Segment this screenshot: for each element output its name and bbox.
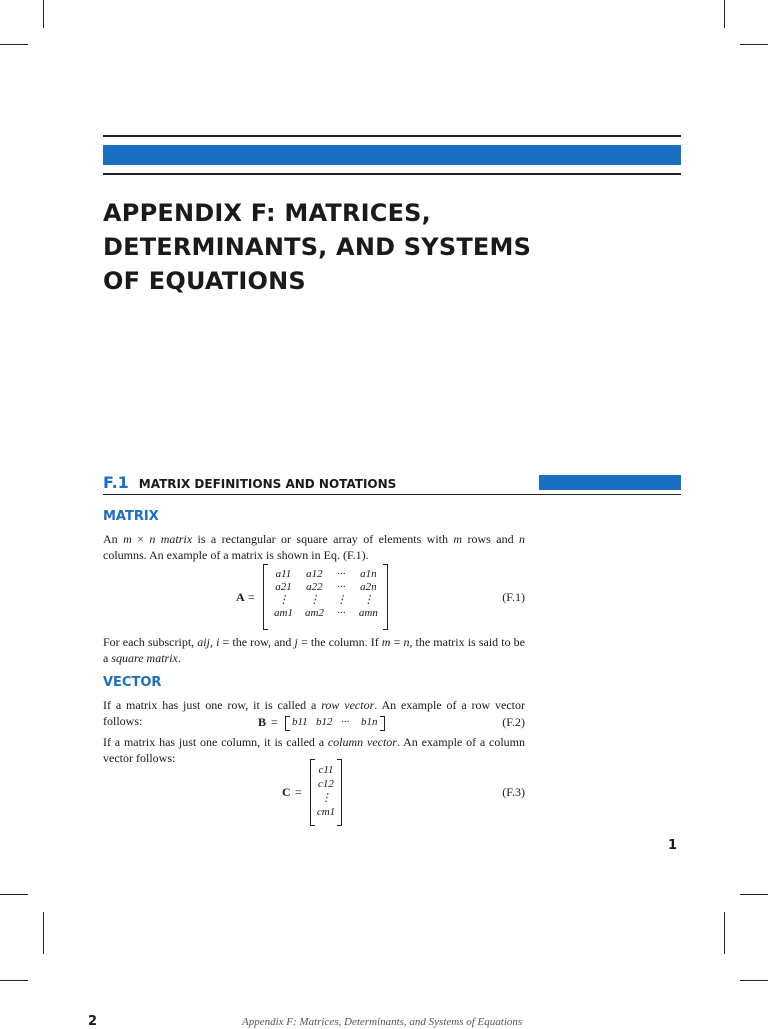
header-rule-top [103,135,681,137]
column-vector-body [315,763,337,819]
column-vector-element: cm1 [316,806,336,818]
crop-mark-top-right-h [740,44,768,45]
eq-equals: = [271,715,278,729]
term-column-vector: column vector [327,735,397,749]
matrix-cell: ··· [337,568,346,580]
matrix-cell: a11 [275,568,292,580]
math-j: j [294,635,298,649]
text-run: . An example of a row vector follows: [103,698,525,728]
matrix-cell: ⋮ [362,594,374,606]
row-vector-element: b1n [361,716,378,728]
math-i: i [216,635,220,649]
equation-number-f2: (F.2) [502,715,525,729]
equation-number-f3: (F.3) [502,785,525,799]
term-matrix: matrix [155,532,193,546]
crop-mark-bottom-left-h [0,894,28,895]
appendix-title-line-1: APPENDIX F: MATRICES, [103,199,431,227]
equation-f2 [103,715,525,731]
section-number: F.1 [103,473,129,492]
text-run: rows and [462,532,519,546]
matrix-cell: ⋮ [308,594,320,606]
text-run: If a matrix has just one column, it is called a [103,735,328,749]
crop-mark-left-h2 [0,980,28,981]
matrix-cell: a21 [275,581,292,593]
matrix-cell: am1 [274,607,293,619]
crop-mark-top-left-v [43,0,44,28]
row-vector-left-bracket [285,716,290,731]
matrix-cell: ··· [337,581,346,593]
header-rule-bottom [103,173,681,175]
column-vector-element: c12 [318,778,334,790]
matrix-cell: a1n [360,568,377,580]
page-number: 1 [668,838,678,853]
row-vector-element: b11 [292,716,308,728]
next-page-number: 2 [88,1014,98,1029]
row-vector-element: ··· [341,716,350,728]
math-m: m [453,532,463,546]
matrix-cell: amn [358,607,378,619]
text-run: = the column. If [297,635,382,649]
matrix-after-text [103,634,525,666]
appendix-title [103,196,663,298]
text-run: , [209,635,217,649]
text-run: = the row, and [219,635,295,649]
crop-mark-bottom-left-v [43,912,44,954]
matrix-cell: a22 [306,581,323,593]
matrix-cell: ⋮ [277,594,289,606]
text-run: × [131,532,150,546]
matrix-heading: MATRIX [103,509,159,524]
appendix-title-line-3: OF EQUATIONS [103,267,306,295]
eq-equals: = [295,785,302,799]
text-run: If a matrix has just one row, it is called a [103,698,322,712]
text-run: columns. An example of a matrix is shown in Eq. (F.1). [103,548,369,562]
crop-mark-top-right-v [724,0,725,28]
term-row-vector: row vector [321,698,375,712]
crop-mark-right-h2 [740,980,768,981]
matrix-cell: a2n [360,581,377,593]
text-run: For each subscript, [103,635,198,649]
matrix-intro [103,531,525,563]
eq-label-c: C [282,785,291,799]
row-vector-element: b12 [316,716,333,728]
math-aij: aij [197,635,210,649]
matrix-cell: am2 [304,607,324,619]
column-vector-right-bracket [337,759,342,826]
matrix-cell: ⋮ [335,594,347,606]
crop-mark-bottom-right-h [740,894,768,895]
matrix-body [268,568,384,620]
next-page-running-head: Appendix F: Matrices, Determinants, and Systems of Equations [242,1016,523,1028]
matrix-cell: ··· [337,607,346,619]
row-vector-right-bracket [380,716,385,731]
matrix-cell: a12 [306,568,323,580]
column-vector-element: c11 [318,764,334,776]
eq-equals: = [248,590,255,604]
equation-f1 [103,564,525,632]
math-m: m [381,635,391,649]
eq-label-a: A [236,590,245,604]
math-n: n [403,635,410,649]
eq-label-b: B [258,715,267,729]
vector-heading: VECTOR [103,675,162,690]
math-n: n [149,532,156,546]
section-rule [103,494,681,495]
text-run: = [390,635,404,649]
section-title: MATRIX DEFINITIONS AND NOTATIONS [138,477,397,491]
text-run: . An example of a column vector follows: [103,735,525,765]
column-vector-element: ⋮ [320,792,332,804]
crop-mark-bottom-right-v [724,912,725,954]
math-n: n [518,532,525,546]
equation-number-f1: (F.1) [502,590,525,604]
text-run: , the matrix is said to be a [103,635,526,665]
text-run: An [103,532,124,546]
appendix-title-line-2: DETERMINANTS, AND SYSTEMS [103,233,532,261]
math-m: m [123,532,132,546]
term-square-matrix: square matrix [111,651,178,665]
equation-f3 [103,759,525,827]
header-blue-band [103,145,681,165]
text-run: is a rectangular or square array of elements with [192,532,454,546]
section-blue-bar [539,475,681,490]
crop-mark-top-left-h [0,44,28,45]
text-run: . [177,651,181,665]
